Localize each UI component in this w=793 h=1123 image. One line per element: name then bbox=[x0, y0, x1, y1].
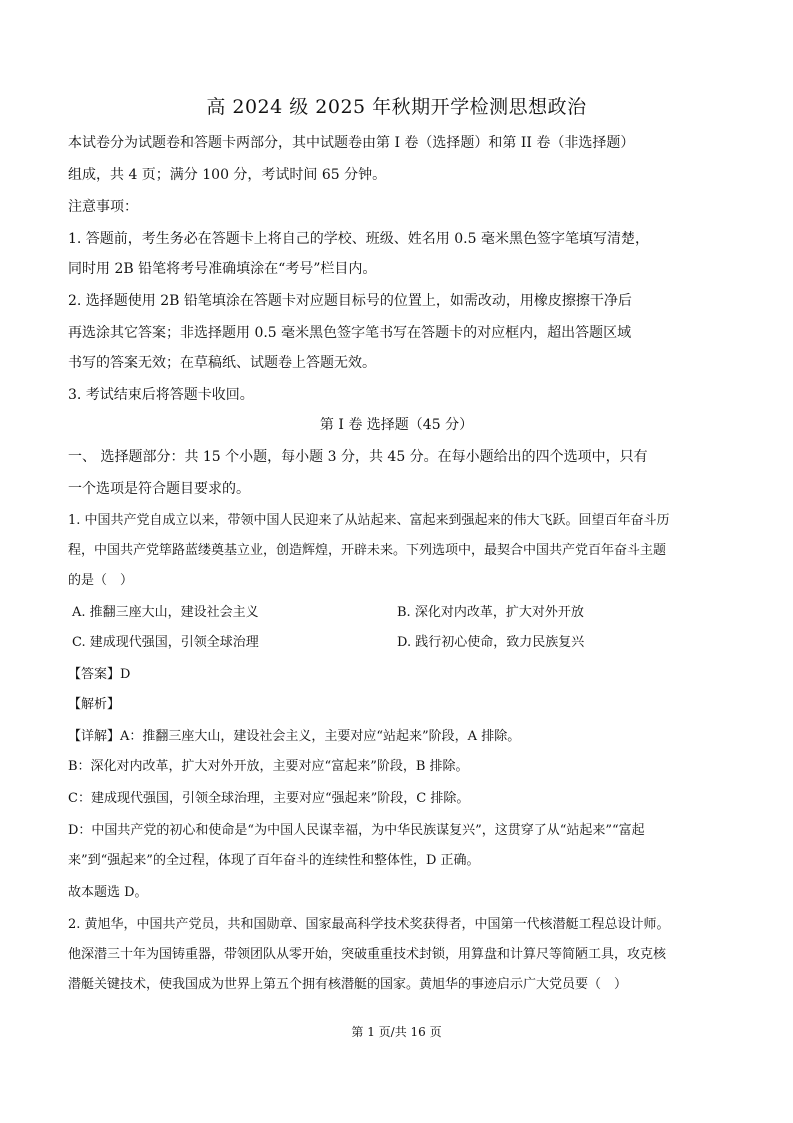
explanation-line: B：深化对内改革，扩大对外开放，主要对应“富起来”阶段，B 排除。 bbox=[68, 759, 469, 774]
question-1-stem: 程，中国共产党筚路蓝缕奠基立业，创造辉煌，开辟未来。下列选项中，最契合中国共产党百年奋斗主题 bbox=[68, 543, 667, 558]
document-title: 高 2024 级 2025 年秋期开学检测思想政治 bbox=[206, 96, 587, 118]
question-2-stem: 2. 黄旭华，中国共产党员，共和国勋章、国家最高科学技术奖获得者，中国第一代核潜艇工程总设计师。 bbox=[68, 917, 670, 932]
question-1-stem: 1. 中国共产党自成立以来，带领中国人民迎来了从站起来、富起来到强起来的伟大飞跃。回望百年奋斗历 bbox=[68, 513, 670, 528]
intro-line: 本试卷分为试题卷和答题卡两部分，其中试题卷由第 I 卷（选择题）和第 II 卷（非选择题） bbox=[68, 135, 635, 151]
intro-line: 组成，共 4 页；满分 100 分，考试时间 65 分钟。 bbox=[68, 167, 387, 183]
explanation-line: 【详解】A：推翻三座大山，建设社会主义，主要对应“站起来”阶段，A 排除。 bbox=[68, 729, 521, 744]
option-b: B. 深化对内改革，扩大对外开放 bbox=[397, 605, 584, 620]
notice-line: 书写的答案无效；在草稿纸、试题卷上答题无效。 bbox=[68, 355, 376, 371]
explanation-line: D：中国共产党的初心和使命是“为中国人民谋幸福，为中华民族谋复兴”，这贯穿了从“站起来”“富起 bbox=[68, 823, 645, 838]
notice-line: 2. 选择题使用 2B 铅笔填涂在答题卡对应题目标号的位置上，如需改动，用橡皮擦擦干净后 bbox=[68, 293, 632, 309]
part-intro-line: 一、 选择题部分：共 15 个小题，每小题 3 分，共 45 分。在每小题给出的四个选项中，只有 bbox=[68, 449, 648, 465]
question-2-stem: 潜艇关键技术，使我国成为世界上第五个拥有核潜艇的国家。黄旭华的事迹启示广大党员要（ ） bbox=[68, 977, 628, 992]
answer-label: 【答案】D bbox=[68, 667, 131, 682]
explanation-line: 来”到“强起来”的全过程，体现了百年奋斗的连续性和整体性，D 正确。 bbox=[68, 853, 480, 868]
notice-line: 同时用 2B 铅笔将考号准确填涂在“考号”栏目内。 bbox=[68, 261, 377, 277]
option-c: C. 建成现代强国，引领全球治理 bbox=[72, 635, 259, 650]
option-d: D. 践行初心使命，致力民族复兴 bbox=[397, 635, 585, 650]
question-2-stem: 他深潜三十年为国铸重器，带领团队从零开始，突破重重技术封锁，用算盘和计算尺等简陋工具，攻克核 bbox=[68, 947, 667, 962]
notice-line: 1. 答题前，考生务必在答题卡上将自己的学校、班级、姓名用 0.5 毫米黑色签字笔填写清楚， bbox=[68, 231, 649, 247]
question-1-stem: 的是（ ） bbox=[68, 573, 134, 588]
notice-heading: 注意事项： bbox=[68, 199, 138, 215]
section-title: 第 I 卷 选择题（45 分） bbox=[319, 417, 474, 433]
page-footer: 第 1 页/共 16 页 bbox=[351, 1025, 442, 1039]
analysis-label: 【解析】 bbox=[68, 697, 121, 712]
option-a: A. 推翻三座大山，建设社会主义 bbox=[72, 605, 259, 620]
part-intro-line: 一个选项是符合题目要求的。 bbox=[68, 481, 250, 497]
explanation-line: 故本题选 D。 bbox=[68, 885, 148, 900]
notice-line: 再选涂其它答案；非选择题用 0.5 毫米黑色签字笔书写在答题卡的对应框内，超出答题区域 bbox=[68, 325, 632, 341]
notice-line: 3. 考试结束后将答题卡收回。 bbox=[68, 387, 254, 403]
explanation-line: C：建成现代强国，引领全球治理，主要对应“强起来”阶段，C 排除。 bbox=[68, 791, 470, 806]
